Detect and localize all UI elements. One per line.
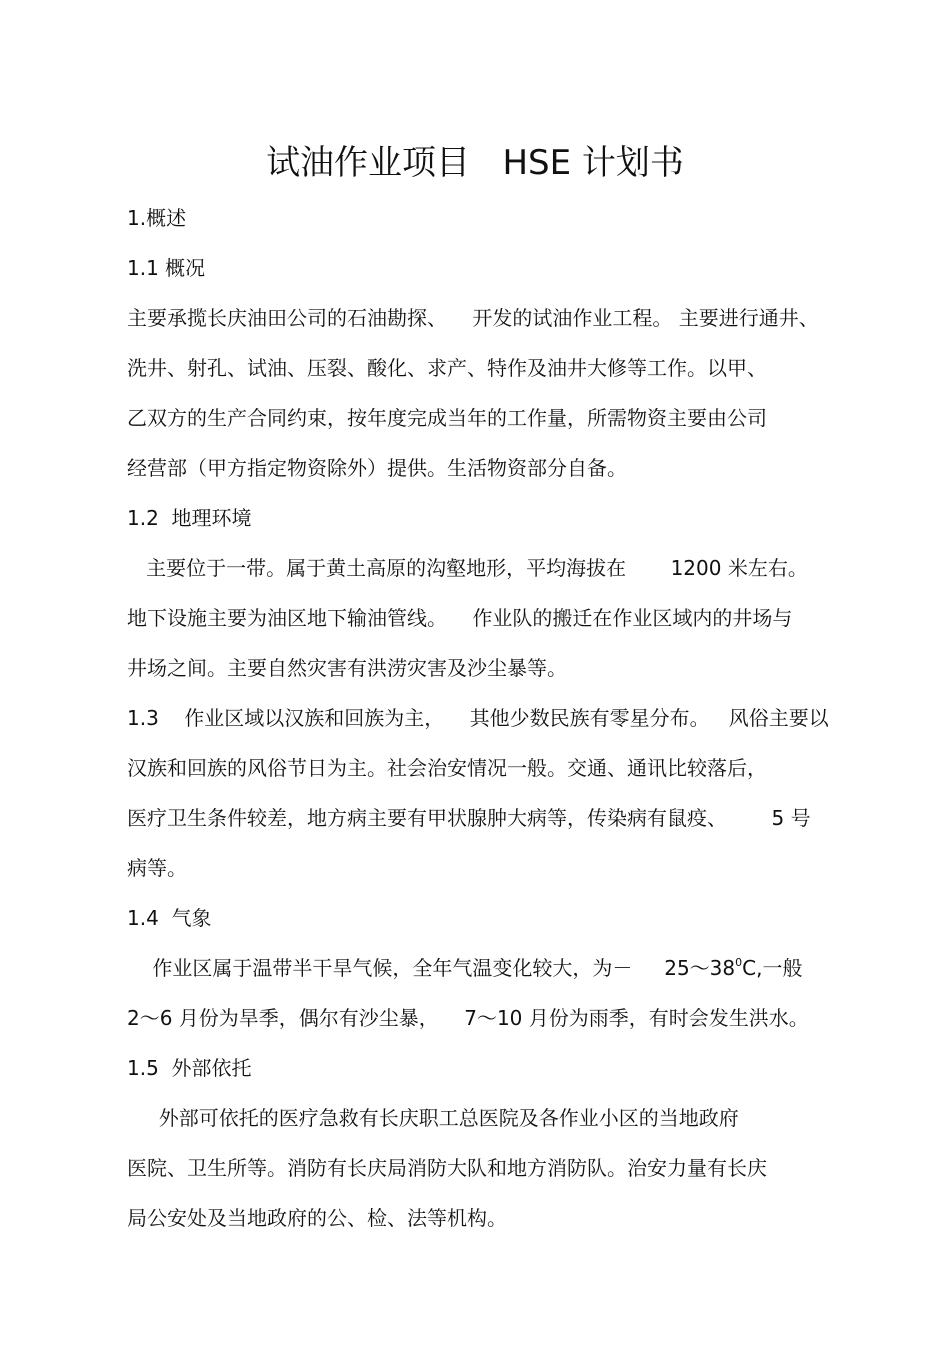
paragraph-line: 地下设施主要为油区地下输油管线。 作业队的搬迁在作业区域内的井场与 (127, 606, 793, 630)
paragraph-line: 外部可依托的医疗急救有长庆职工总医院及各作业小区的当地政府 (127, 1106, 739, 1130)
degree-superscript: 0 (735, 956, 743, 969)
paragraph-line: 井场之间。主要自然灾害有洪涝灾害及沙尘暴等。 (127, 656, 567, 680)
paragraph-line: 局公安处及当地政府的公、检、法等机构。 (127, 1206, 507, 1230)
paragraph-line: 1.3 作业区域以汉族和回族为主， 其他少数民族有零星分布。 风俗主要以 (127, 706, 829, 730)
heading-external-support: 1.5 外部依托 (127, 1056, 252, 1080)
heading-general-situation: 1.1 概况 (127, 256, 206, 280)
heading-overview: 1.概述 (127, 206, 187, 230)
heading-geography: 1.2 地理环境 (127, 506, 252, 530)
paragraph-line: 主要承揽长庆油田公司的石油勘探、 开发的试油作业工程。 主要进行通井、 (127, 306, 819, 330)
paragraph-line: 病等。 (127, 856, 187, 880)
paragraph-line: 经营部（甲方指定物资除外）提供。生活物资部分自备。 (127, 456, 627, 480)
paragraph-line: 乙双方的生产合同约束，按年度完成当年的工作量，所需物资主要由公司 (127, 406, 767, 430)
climate-text: 作业区属于温带半干旱气候，全年气温变化较大，为－ 25～38 (127, 956, 736, 980)
paragraph-line: 洗井、射孔、试油、压裂、酸化、求产、特作及油井大修等工作。以甲、 (127, 356, 767, 380)
paragraph-line: 主要位于一带。属于黄土高原的沟壑地形，平均海拔在 1200 米左右。 (127, 556, 808, 580)
paragraph-line: 汉族和回族的风俗节日为主。社会治安情况一般。交通、通讯比较落后， (127, 756, 767, 780)
climate-text: C,一般 (742, 956, 803, 980)
paragraph-line: 医疗卫生条件较差，地方病主要有甲状腺肿大病等，传染病有鼠疫、 5 号 (127, 806, 811, 830)
document-title: 试油作业项目 HSE 计划书 (266, 143, 684, 183)
climate-line (127, 955, 802, 981)
heading-climate: 1.4 气象 (127, 906, 212, 930)
climate-line: 2～6 月份为旱季，偶尔有沙尘暴， 7～10 月份为雨季，有时会发生洪水。 (127, 1006, 809, 1030)
paragraph-line: 医院、卫生所等。消防有长庆局消防大队和地方消防队。治安力量有长庆 (127, 1156, 767, 1180)
